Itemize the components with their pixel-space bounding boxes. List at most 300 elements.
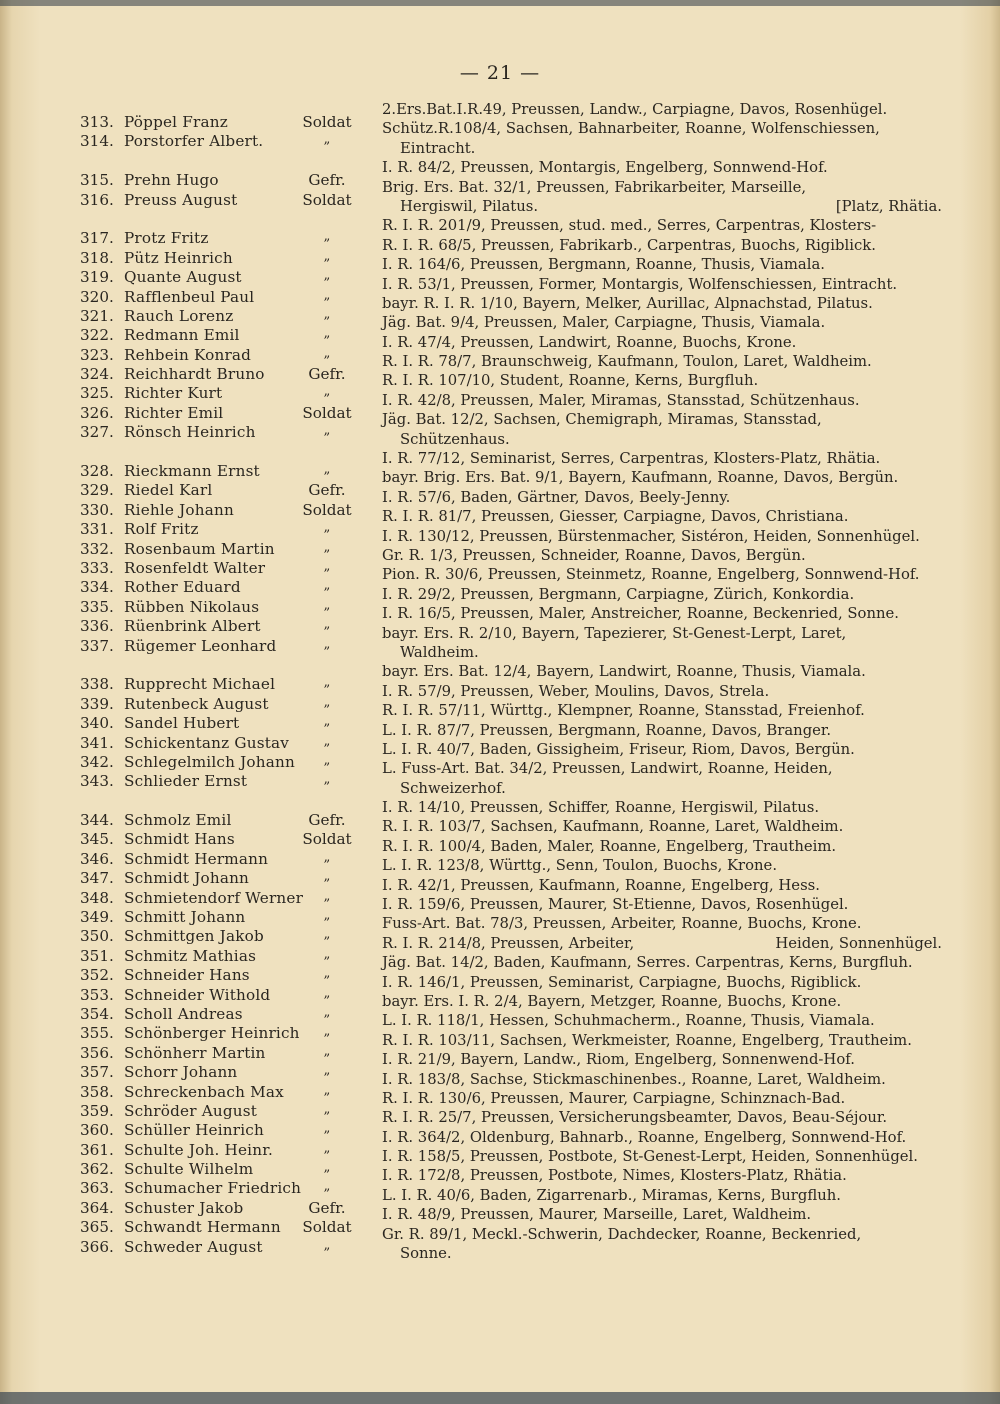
detail-line-text: I. R. 53/1, Preussen, Former, Montargis, Wolfenschiessen, Eintracht. <box>382 275 898 293</box>
entry-number: 336. <box>80 617 114 636</box>
entry-number: 325. <box>80 384 114 403</box>
entry-row <box>80 113 370 132</box>
details-column <box>382 100 942 1263</box>
entry-row <box>80 889 370 908</box>
detail-line <box>382 798 942 817</box>
entry-rank: „ <box>323 520 331 536</box>
detail-line <box>382 1166 942 1185</box>
entry-number: 328. <box>80 462 114 481</box>
entry-number: 361. <box>80 1140 114 1159</box>
detail-line-text: bayr. Ers. I. R. 2/4, Bayern, Metzger, Roanne, Buochs, Krone. <box>382 992 842 1010</box>
entry-rank: „ <box>323 462 331 478</box>
entry-rank: „ <box>323 1043 331 1059</box>
entry-name: Schwandt Hermann <box>124 1218 281 1237</box>
entry-row <box>80 307 370 326</box>
detail-line-continuation: [Platz, Rhätia. <box>835 197 942 215</box>
entry-name: Schmolz Emil <box>124 811 232 830</box>
entry-rank: „ <box>323 578 331 594</box>
entry-name: Richter Kurt <box>124 384 223 403</box>
detail-line-text: I. R. 47/4, Preussen, Landwirt, Roanne, Buochs, Krone. <box>382 333 797 351</box>
entry-rank: „ <box>323 927 331 943</box>
entry-row <box>80 268 370 287</box>
entry-rank: Soldat <box>302 500 352 519</box>
entry-number: 317. <box>80 229 114 248</box>
detail-line <box>382 1244 942 1263</box>
entry-row <box>80 501 370 520</box>
detail-line-text: Fuss-Art. Bat. 78/3, Preussen, Arbeiter, Roanne, Buochs, Krone. <box>382 915 862 933</box>
entry-number: 319. <box>80 268 114 287</box>
entry-number: 330. <box>80 500 114 519</box>
detail-line-text: R. I. R. 201/9, Preussen, stud. med., Serres, Carpentras, Klosters- <box>382 217 877 235</box>
entry-row <box>80 1199 370 1218</box>
entry-row <box>80 1102 370 1121</box>
detail-line-text: R. I. R. 25/7, Preussen, Versicherungsbeamter, Davos, Beau-Séjour. <box>382 1109 888 1127</box>
entry-rank: „ <box>323 772 331 788</box>
detail-line-text: R. I. R. 78/7, Braunschweig, Kaufmann, Toulon, Laret, Waldheim. <box>382 353 872 371</box>
detail-line-text: L. I. R. 40/7, Baden, Gissigheim, Friseur, Riom, Davos, Bergün. <box>382 740 855 758</box>
detail-line-text: 2.Ers.Bat.I.R.49, Preussen, Landw., Carpiagne, Davos, Rosenhügel. <box>382 101 888 118</box>
detail-line <box>382 294 942 313</box>
detail-line <box>382 352 942 371</box>
entry-rank: „ <box>323 1024 331 1040</box>
entry-number: 334. <box>80 578 114 597</box>
entry-name: Rüenbrink Albert <box>124 617 261 636</box>
entry-row <box>80 481 370 500</box>
entry-number: 327. <box>80 423 114 442</box>
detail-line <box>382 178 942 197</box>
detail-line-text: I. R. 172/8, Preussen, Postbote, Nimes, Klosters-Platz, Rhätia. <box>382 1167 847 1185</box>
entry-row <box>80 1005 370 1024</box>
entry-name: Schmitz Mathias <box>124 946 257 965</box>
detail-line <box>382 410 942 429</box>
entry-name: Pütz Heinrich <box>124 248 233 267</box>
entry-rank: „ <box>323 597 331 613</box>
detail-line <box>382 1070 942 1089</box>
detail-line-text: I. R. 42/8, Preussen, Maler, Miramas, Stansstad, Schützenhaus. <box>382 391 860 409</box>
entry-rank: „ <box>323 287 331 303</box>
detail-line <box>382 313 942 332</box>
detail-line-text: R. I. R. 214/8, Preussen, Arbeiter, <box>382 934 635 952</box>
entry-rank: „ <box>323 733 331 749</box>
entry-row <box>80 423 370 442</box>
entry-row <box>80 578 370 597</box>
entry-rank: „ <box>323 132 331 148</box>
entry-row <box>80 191 370 210</box>
entry-row <box>80 346 370 365</box>
detail-line <box>382 158 942 177</box>
entry-name: Schorr Johann <box>124 1063 238 1082</box>
detail-line-text: I. R. 164/6, Preussen, Bergmann, Roanne, Thusis, Viamala. <box>382 256 825 274</box>
entry-name: Protz Fritz <box>124 229 209 248</box>
detail-line-text: Gr. R. 89/1, Meckl.-Schwerin, Dachdecker, Roanne, Beckenried, <box>382 1225 862 1243</box>
entry-number: 353. <box>80 985 114 1004</box>
entry-name: Schönherr Martin <box>124 1043 266 1062</box>
detail-line-text: bayr. Ers. R. 2/10, Bayern, Tapezierer, St-Genest-Lerpt, Laret, <box>382 624 847 642</box>
detail-line <box>382 856 942 875</box>
detail-line-text: I. R. 14/10, Preussen, Schiffer, Roanne, Hergiswil, Pilatus. <box>382 799 820 817</box>
entry-name: Schmietendorf Werner <box>124 888 304 907</box>
entry-row <box>80 171 370 190</box>
detail-line-text: Pion. R. 30/6, Preussen, Steinmetz, Roanne, Engelberg, Sonnwend-Hof. <box>382 566 920 584</box>
entry-name: Preuss August <box>124 190 238 209</box>
entry-number: 356. <box>80 1043 114 1062</box>
entry-rank: Soldat <box>302 830 352 849</box>
detail-line-text: Gr. R. 1/3, Preussen, Schneider, Roanne, Davos, Bergün. <box>382 546 806 564</box>
entry-rank: „ <box>323 306 331 322</box>
entry-name: Riedel Karl <box>124 481 213 500</box>
entry-row <box>80 966 370 985</box>
detail-line-text: R. I. R. 100/4, Baden, Maler, Roanne, Engelberg, Trautheim. <box>382 837 837 855</box>
entry-row <box>80 714 370 733</box>
detail-line-text: L. I. R. 40/6, Baden, Zigarrenarb., Miramas, Kerns, Burgfluh. <box>382 1186 841 1204</box>
entry-name: Rauch Lorenz <box>124 306 234 325</box>
detail-line <box>382 1011 942 1030</box>
detail-line <box>382 565 942 584</box>
entry-number: 332. <box>80 539 114 558</box>
entry-number: 342. <box>80 752 114 771</box>
detail-line-text: I. R. 57/6, Baden, Gärtner, Davos, Beely-Jenny. <box>382 488 731 506</box>
entry-name: Rübben Nikolaus <box>124 597 260 616</box>
entry-number: 326. <box>80 403 114 422</box>
entry-number: 351. <box>80 946 114 965</box>
entry-name: Schüller Heinrich <box>124 1121 264 1140</box>
entry-row <box>80 830 370 849</box>
entry-name: Schickentanz Gustav <box>124 733 290 752</box>
detail-line-text: I. R. 21/9, Bayern, Landw., Riom, Engelberg, Sonnenwend-Hof. <box>382 1051 855 1069</box>
detail-line <box>382 1031 942 1050</box>
entry-number: 357. <box>80 1063 114 1082</box>
entry-name: Rönsch Heinrich <box>124 423 256 442</box>
detail-line-text: I. R. 159/6, Preussen, Maurer, St-Etienne, Davos, Rosenhügel. <box>382 896 849 914</box>
entry-rank: „ <box>323 675 331 691</box>
detail-line-text: I. R. 57/9, Preussen, Weber, Moulins, Davos, Strela. <box>382 682 770 700</box>
entry-name: Schneider Hans <box>124 966 250 985</box>
detail-line-text: bayr. Ers. Bat. 12/4, Bayern, Landwirt, Roanne, Thusis, Viamala. <box>382 663 866 681</box>
entry-row <box>80 229 370 248</box>
entry-name: Schweder August <box>124 1237 263 1256</box>
detail-line <box>382 1205 942 1224</box>
entry-number: 365. <box>80 1218 114 1237</box>
entry-number: 363. <box>80 1179 114 1198</box>
entry-name: Schönberger Heinrich <box>124 1024 300 1043</box>
detail-line <box>382 1050 942 1069</box>
detail-line <box>382 468 942 487</box>
detail-line <box>382 624 942 643</box>
entry-name: Schumacher Friedrich <box>124 1179 302 1198</box>
entry-name: Schneider Withold <box>124 985 271 1004</box>
detail-line-text: L. Fuss-Art. Bat. 34/2, Preussen, Landwirt, Roanne, Heiden, <box>382 760 833 778</box>
entry-number: 315. <box>80 171 114 190</box>
entry-number: 343. <box>80 772 114 791</box>
entry-name: Richter Emil <box>124 403 224 422</box>
entry-row <box>80 249 370 268</box>
entry-row <box>80 384 370 403</box>
entry-rank: „ <box>323 558 331 574</box>
detail-line <box>382 1089 942 1108</box>
entry-name: Rolf Fritz <box>124 520 199 539</box>
page-number: — 21 — <box>459 62 541 84</box>
detail-line <box>382 100 942 119</box>
entry-number: 323. <box>80 345 114 364</box>
entry-row <box>80 326 370 345</box>
entry-rank: Gefr. <box>308 171 346 190</box>
detail-line-text: R. I. R. 57/11, Württg., Klempner, Roanne, Stansstad, Freienhof. <box>382 702 865 720</box>
entry-row <box>80 1179 370 1198</box>
detail-line <box>382 236 942 255</box>
entry-rank: „ <box>323 849 331 865</box>
detail-line-text: Schweizerhof. <box>400 779 506 797</box>
entry-rank: „ <box>323 714 331 730</box>
name-list-column <box>80 113 370 1257</box>
entry-rank: „ <box>323 1179 331 1195</box>
scan-edge-top <box>0 0 1000 6</box>
entry-number: 313. <box>80 113 114 131</box>
entry-name: Schmidt Hermann <box>124 849 269 868</box>
entry-number: 314. <box>80 132 114 151</box>
detail-line <box>382 507 942 526</box>
detail-line-text: Hergiswil, Pilatus. <box>400 197 539 215</box>
entry-rank: „ <box>323 966 331 982</box>
entry-rank: „ <box>323 423 331 439</box>
entry-rank: „ <box>323 345 331 361</box>
entry-number: 335. <box>80 597 114 616</box>
detail-line <box>382 721 942 740</box>
detail-line <box>382 430 942 449</box>
entry-rank: „ <box>323 985 331 1001</box>
entry-rank: „ <box>323 752 331 768</box>
detail-line-text: bayr. R. I. R. 1/10, Bayern, Melker, Aurillac, Alpnachstad, Pilatus. <box>382 294 873 312</box>
entry-name: Schulte Joh. Heinr. <box>124 1140 274 1159</box>
entry-name: Rother Eduard <box>124 578 241 597</box>
detail-line-text: L. I. R. 118/1, Hessen, Schuhmacherm., Roanne, Thusis, Viamala. <box>382 1012 875 1030</box>
detail-line-text: Brig. Ers. Bat. 32/1, Preussen, Fabrikarbeiter, Marseille, <box>382 178 807 196</box>
entry-rank: Gefr. <box>308 481 346 500</box>
entry-name: Riehle Johann <box>124 500 234 519</box>
detail-line <box>382 371 942 390</box>
entry-row <box>80 734 370 753</box>
entry-number: 352. <box>80 966 114 985</box>
detail-line <box>382 546 942 565</box>
detail-line <box>382 662 942 681</box>
entry-rank: „ <box>323 946 331 962</box>
entry-row <box>80 617 370 636</box>
entry-rank: „ <box>323 1004 331 1020</box>
detail-line-text: R. I. R. 107/10, Student, Roanne, Kerns, Burgfluh. <box>382 372 759 390</box>
detail-line-text: Schütz.R.108/4, Sachsen, Bahnarbeiter, Roanne, Wolfenschiessen, <box>382 120 880 138</box>
entry-number: 339. <box>80 694 114 713</box>
detail-line-text: I. R. 48/9, Preussen, Maurer, Marseille, Laret, Waldheim. <box>382 1206 812 1224</box>
entry-name: Redmann Emil <box>124 326 240 345</box>
entry-number: 344. <box>80 811 114 830</box>
entry-number: 345. <box>80 830 114 849</box>
detail-line <box>382 216 942 235</box>
detail-line-text: I. R. 130/12, Preussen, Bürstenmacher, Sistéron, Heiden, Sonnenhügel. <box>382 527 920 545</box>
detail-line <box>382 1108 942 1127</box>
entry-rank: „ <box>323 908 331 924</box>
detail-line <box>382 992 942 1011</box>
detail-line-text: Jäg. Bat. 12/2, Sachsen, Chemigraph, Miramas, Stansstad, <box>382 411 822 429</box>
detail-line <box>382 682 942 701</box>
entry-rank: „ <box>323 384 331 400</box>
detail-line <box>382 197 942 216</box>
entry-row <box>80 559 370 578</box>
entry-row <box>80 695 370 714</box>
entry-number: 350. <box>80 927 114 946</box>
detail-line-continuation: Heiden, Sonnenhügel. <box>775 934 942 952</box>
entry-name: Rehbein Konrad <box>124 345 252 364</box>
detail-line <box>382 139 942 158</box>
detail-line <box>382 527 942 546</box>
entry-name: Schlegelmilch Johann <box>124 752 295 771</box>
detail-line <box>382 1147 942 1166</box>
detail-line-text: I. R. 84/2, Preussen, Montargis, Engelberg, Sonnwend-Hof. <box>382 159 828 177</box>
entry-rank: „ <box>323 326 331 342</box>
entry-row <box>80 811 370 830</box>
detail-line-text: R. I. R. 81/7, Preussen, Giesser, Carpiagne, Davos, Christiana. <box>382 508 849 526</box>
entry-rank: „ <box>323 248 331 264</box>
entry-number: 338. <box>80 675 114 694</box>
entry-number: 366. <box>80 1237 114 1256</box>
detail-line-text: I. R. 364/2, Oldenburg, Bahnarb., Roanne, Engelberg, Sonnwend-Hof. <box>382 1128 907 1146</box>
entry-row <box>80 598 370 617</box>
detail-line <box>382 449 942 468</box>
detail-line <box>382 934 942 953</box>
entry-row <box>80 772 370 791</box>
detail-line-text: Schützenhaus. <box>400 430 510 448</box>
detail-line <box>382 1186 942 1205</box>
detail-line <box>382 876 942 895</box>
entry-rank: Soldat <box>302 1218 352 1237</box>
entry-number: 348. <box>80 888 114 907</box>
entry-number: 331. <box>80 520 114 539</box>
detail-line-text: Sonne. <box>400 1245 452 1263</box>
entry-number: 318. <box>80 248 114 267</box>
entry-name: Schuster Jakob <box>124 1198 244 1217</box>
entry-name: Sandel Hubert <box>124 714 240 733</box>
entry-name: Schmidt Hans <box>124 830 235 849</box>
entry-number: 360. <box>80 1121 114 1140</box>
detail-line <box>382 973 942 992</box>
entry-name: Rafflenbeul Paul <box>124 287 255 306</box>
entry-row <box>80 869 370 888</box>
detail-line <box>382 914 942 933</box>
detail-line <box>382 391 942 410</box>
detail-line <box>382 759 942 778</box>
entry-number: 333. <box>80 558 114 577</box>
detail-line <box>382 604 942 623</box>
entry-number: 340. <box>80 714 114 733</box>
detail-line-text: R. I. R. 103/7, Sachsen, Kaufmann, Roanne, Laret, Waldheim. <box>382 818 844 836</box>
entry-rank: „ <box>323 617 331 633</box>
entry-rank: „ <box>323 1063 331 1079</box>
entry-name: Scholl Andreas <box>124 1004 243 1023</box>
detail-line <box>382 701 942 720</box>
entry-name: Schmitt Johann <box>124 908 246 927</box>
entry-row <box>80 1160 370 1179</box>
entry-row <box>80 947 370 966</box>
entry-name: Schmidt Johann <box>124 869 250 888</box>
entry-rank: „ <box>323 1101 331 1117</box>
detail-line-text: L. I. R. 123/8, Württg., Senn, Toulon, Buochs, Krone. <box>382 857 778 875</box>
entry-row <box>80 908 370 927</box>
entry-number: 329. <box>80 481 114 500</box>
entry-rank: „ <box>323 268 331 284</box>
entry-number: 341. <box>80 733 114 752</box>
detail-line-text: I. R. 183/8, Sachse, Stickmaschinenbes., Roanne, Laret, Waldheim. <box>382 1070 886 1088</box>
detail-line <box>382 275 942 294</box>
entry-name: Prehn Hugo <box>124 171 219 190</box>
entry-row <box>80 540 370 559</box>
detail-line <box>382 817 942 836</box>
entry-rank: Soldat <box>302 190 352 209</box>
detail-line <box>382 333 942 352</box>
entry-row <box>80 675 370 694</box>
entry-rank: Gefr. <box>308 365 346 384</box>
entry-row <box>80 1063 370 1082</box>
entry-row <box>80 1141 370 1160</box>
entry-row <box>80 986 370 1005</box>
detail-line <box>382 895 942 914</box>
detail-line <box>382 779 942 798</box>
entry-number: 358. <box>80 1082 114 1101</box>
entry-number: 364. <box>80 1198 114 1217</box>
entry-number: 355. <box>80 1024 114 1043</box>
entry-number: 321. <box>80 306 114 325</box>
detail-line <box>382 953 942 972</box>
entry-number: 347. <box>80 869 114 888</box>
entry-row <box>80 404 370 423</box>
detail-line-text: R. I. R. 103/11, Sachsen, Werkmeister, Roanne, Engelberg, Trautheim. <box>382 1031 912 1049</box>
entry-rank: „ <box>323 888 331 904</box>
entry-rank: „ <box>323 1082 331 1098</box>
entry-row <box>80 365 370 384</box>
entry-name: Rosenbaum Martin <box>124 539 275 558</box>
entry-name: Rupprecht Michael <box>124 675 276 694</box>
entry-name: Rieckmann Ernst <box>124 462 260 481</box>
entry-name: Schmittgen Jakob <box>124 927 264 946</box>
detail-line <box>382 1128 942 1147</box>
entry-name: Quante August <box>124 268 242 287</box>
entry-rank: „ <box>323 1140 331 1156</box>
entry-number: 316. <box>80 190 114 209</box>
entry-rank: „ <box>323 1121 331 1137</box>
entry-row <box>80 132 370 151</box>
entry-name: Reichhardt Bruno <box>124 365 265 384</box>
entry-name: Schulte Wilhelm <box>124 1160 254 1179</box>
entry-number: 346. <box>80 849 114 868</box>
entry-name: Rügemer Leonhard <box>124 636 277 655</box>
detail-line-text: Eintracht. <box>400 139 476 157</box>
detail-line-text: I. R. 158/5, Preussen, Postbote, St-Genest-Lerpt, Heiden, Sonnenhügel. <box>382 1148 918 1166</box>
detail-line <box>382 643 942 662</box>
detail-line <box>382 585 942 604</box>
detail-line-text: Jäg. Bat. 14/2, Baden, Kaufmann, Serres. Carpentras, Kerns, Burgfluh. <box>382 954 913 972</box>
entry-row <box>80 637 370 656</box>
entry-row <box>80 1083 370 1102</box>
entry-rank: „ <box>323 636 331 652</box>
detail-line <box>382 837 942 856</box>
entry-number: 354. <box>80 1004 114 1023</box>
detail-line <box>382 1225 942 1244</box>
detail-line <box>382 488 942 507</box>
entry-rank: Gefr. <box>308 1198 346 1217</box>
entry-number: 349. <box>80 908 114 927</box>
scan-edge-bottom <box>0 1392 1000 1404</box>
entry-number: 337. <box>80 636 114 655</box>
entry-rank: „ <box>323 229 331 245</box>
detail-line-text: Waldheim. <box>400 643 479 661</box>
detail-line-text: I. R. 42/1, Preussen, Kaufmann, Roanne, Engelberg, Hess. <box>382 876 820 894</box>
